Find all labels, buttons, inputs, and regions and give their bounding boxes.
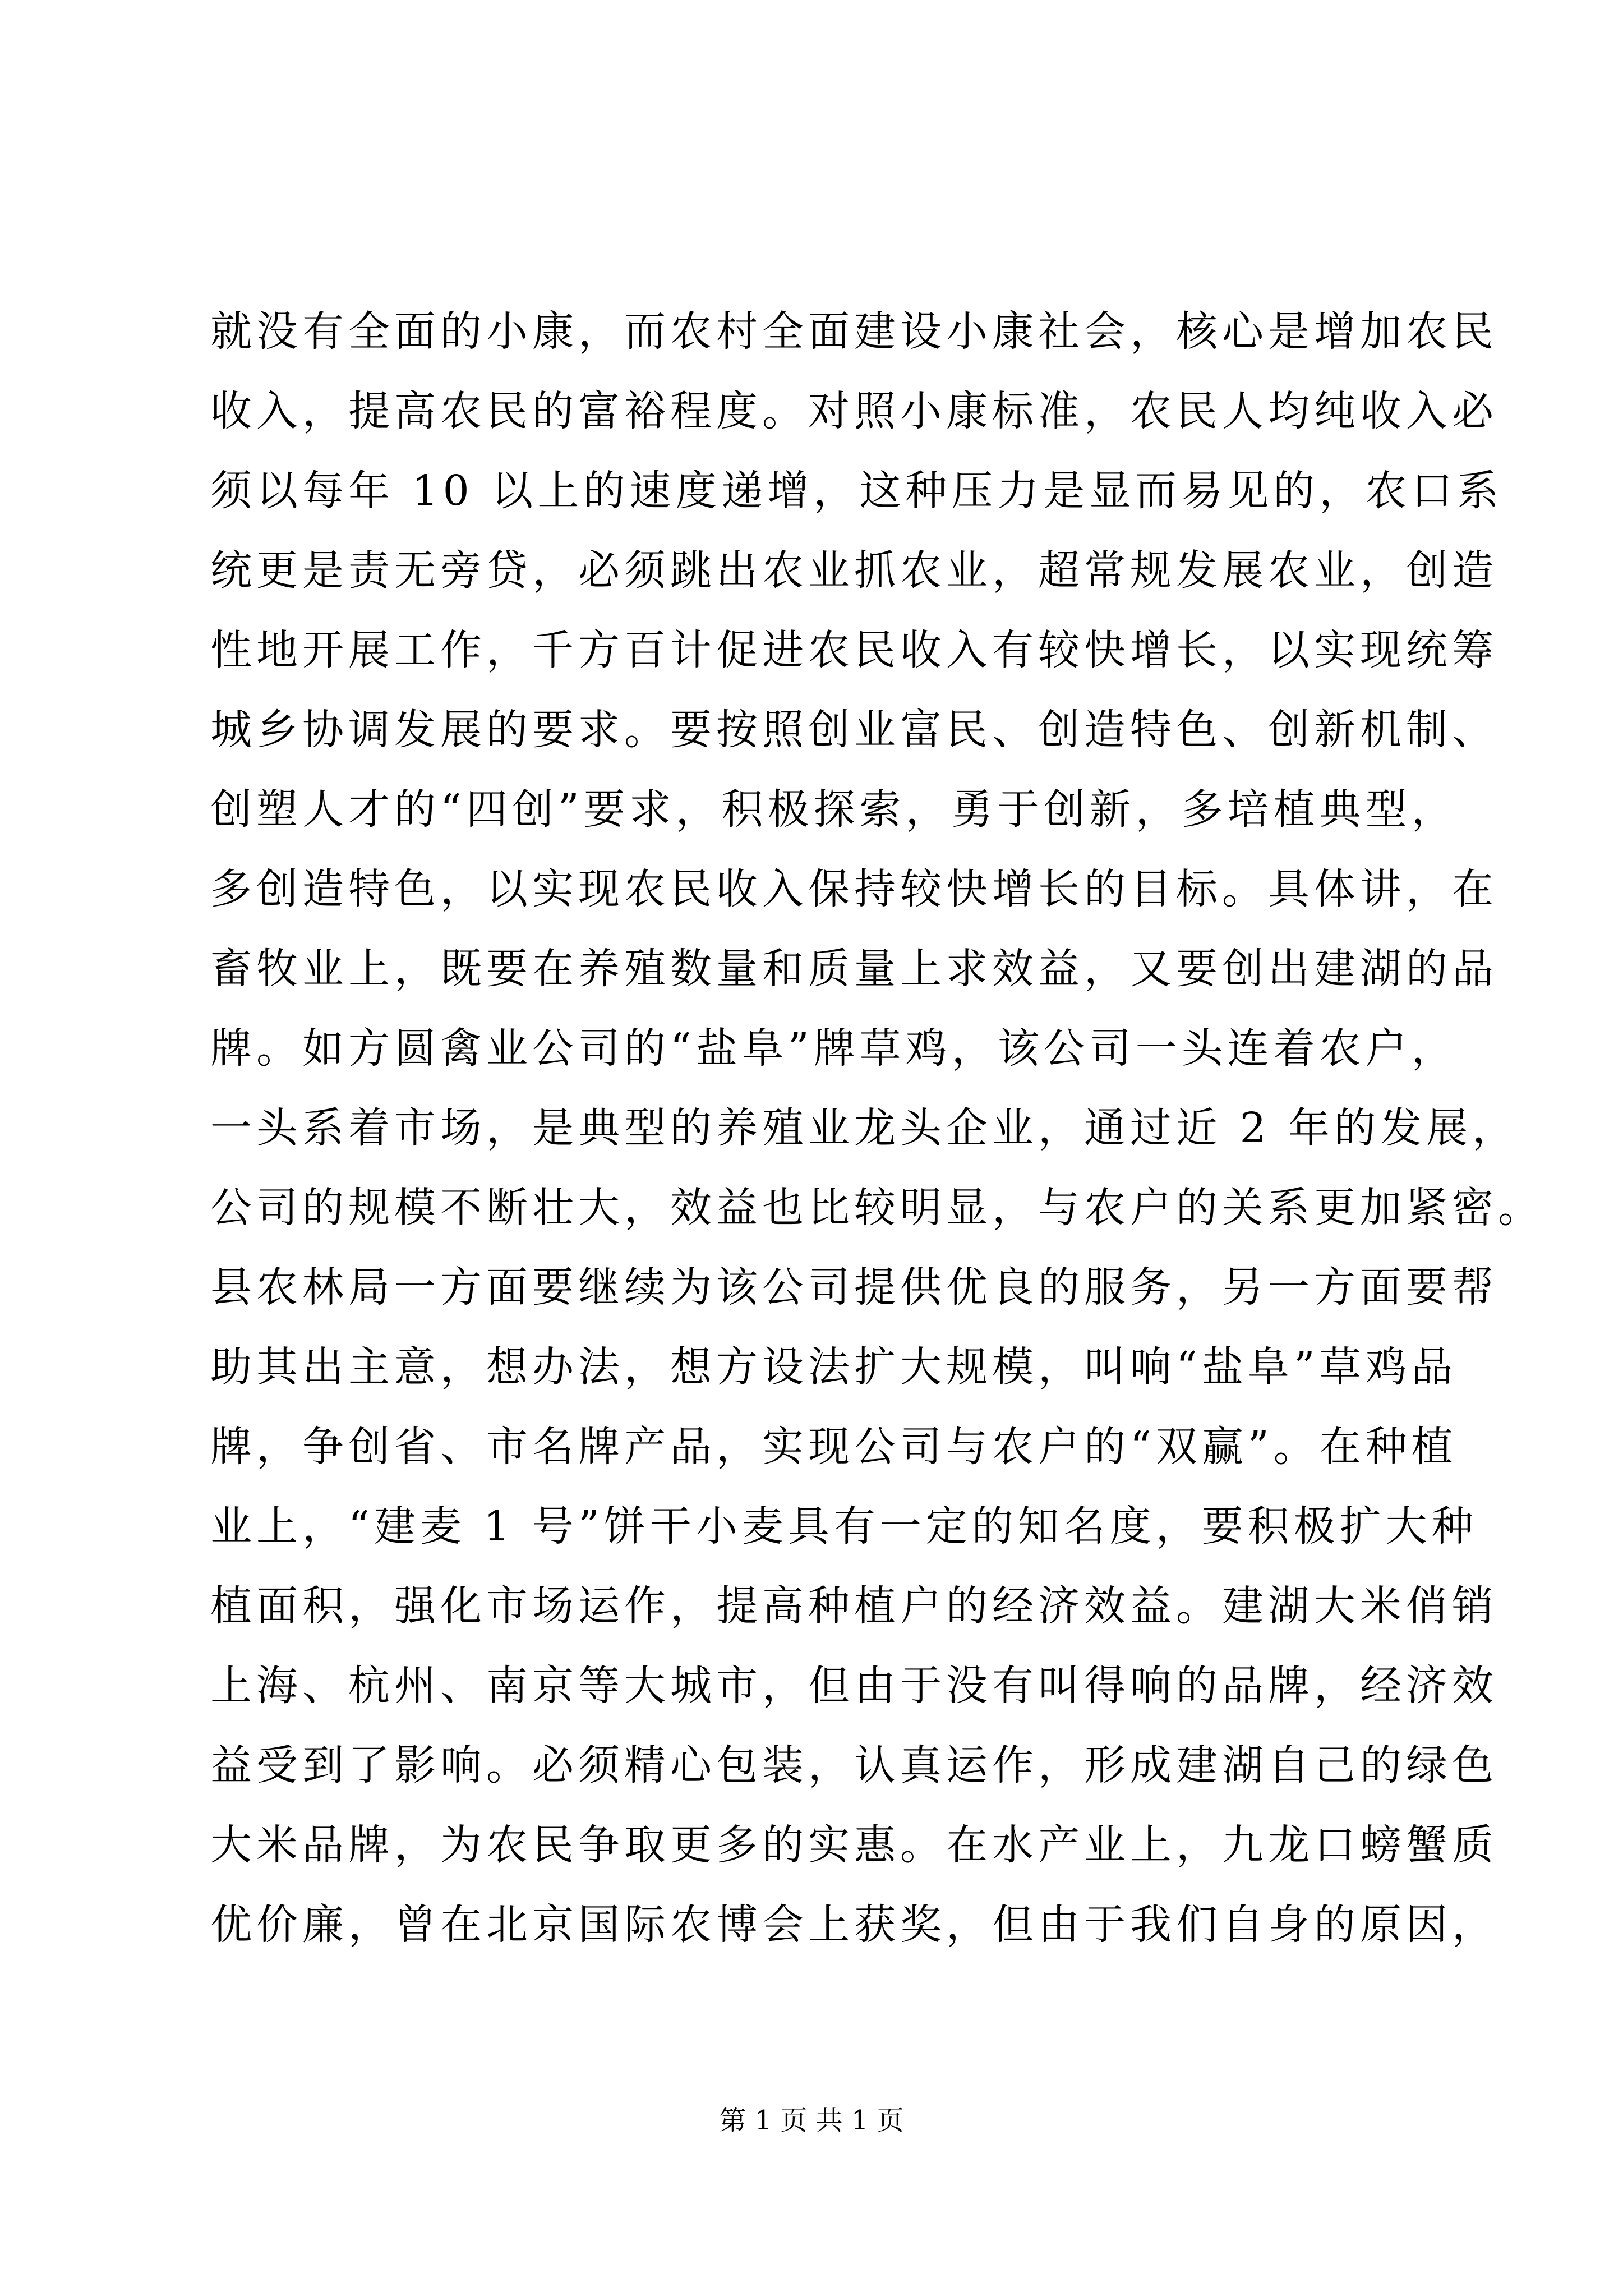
text-line: 就没有全面的小康，而农村全面建设小康社会，核心是增加农民 bbox=[210, 307, 1498, 356]
text-line: 一头系着市场，是典型的养殖业龙头企业，通过近 2 年的发展， bbox=[210, 1104, 1519, 1152]
page-footer bbox=[0, 2101, 1623, 2140]
text-line: 牌。如方圆禽业公司的“盐阜”牌草鸡，该公司一头连着农户， bbox=[210, 1024, 1458, 1073]
text-line: 助其出主意，想办法，想方设法扩大规模，叫响“盐阜”草鸡品 bbox=[210, 1343, 1458, 1391]
text-line: 统更是责无旁贷，必须跳出农业抓农业，超常规发展农业，创造 bbox=[210, 546, 1498, 595]
text-line: 县农林局一方面要继续为该公司提供优良的服务，另一方面要帮 bbox=[210, 1263, 1498, 1312]
text-line: 公司的规模不断壮大，效益也比较明显，与农户的关系更加紧密。 bbox=[210, 1184, 1544, 1232]
text-line: 多创造特色，以实现农民收入保持较快增长的目标。具体讲，在 bbox=[210, 865, 1498, 913]
text-line: 牌，争创省、市名牌产品，实现公司与农户的“双赢”。在种植 bbox=[210, 1423, 1458, 1471]
text-line: 收入，提高农民的富裕程度。对照小康标准，农民人均纯收入必 bbox=[210, 387, 1498, 435]
text-line: 性地开展工作，千方百计促进农民收入有较快增长，以实现统筹 bbox=[210, 626, 1498, 674]
text-line: 畜牧业上，既要在养殖数量和质量上求效益，又要创出建湖的品 bbox=[210, 945, 1498, 993]
page-number-label: 第 1 页 共 1 页 bbox=[719, 2105, 904, 2136]
text-line: 大米品牌，为农民争取更多的实惠。在水产业上，九龙口螃蟹质 bbox=[210, 1821, 1498, 1869]
text-line: 业上，“建麦 1 号”饼干小麦具有一定的知名度，要积极扩大种 bbox=[210, 1502, 1478, 1550]
text-line: 须以每年 10 以上的速度递增，这种压力是显而易见的，农口系 bbox=[210, 467, 1504, 515]
text-line: 益受到了影响。必须精心包装，认真运作，形成建湖自己的绿色 bbox=[210, 1741, 1498, 1789]
text-line: 创塑人才的“四创”要求，积极探索，勇于创新，多培植典型， bbox=[210, 785, 1458, 834]
text-line: 城乡协调发展的要求。要按照创业富民、创造特色、创新机制、 bbox=[210, 706, 1498, 754]
text-line: 植面积，强化市场运作，提高种植户的经济效益。建湖大米俏销 bbox=[210, 1582, 1498, 1630]
body-text bbox=[210, 292, 1544, 1964]
text-line: 上海、杭州、南京等大城市，但由于没有叫得响的品牌，经济效 bbox=[210, 1662, 1498, 1710]
text-line: 优价廉，曾在北京国际农博会上获奖，但由于我们自身的原因， bbox=[210, 1901, 1498, 1949]
